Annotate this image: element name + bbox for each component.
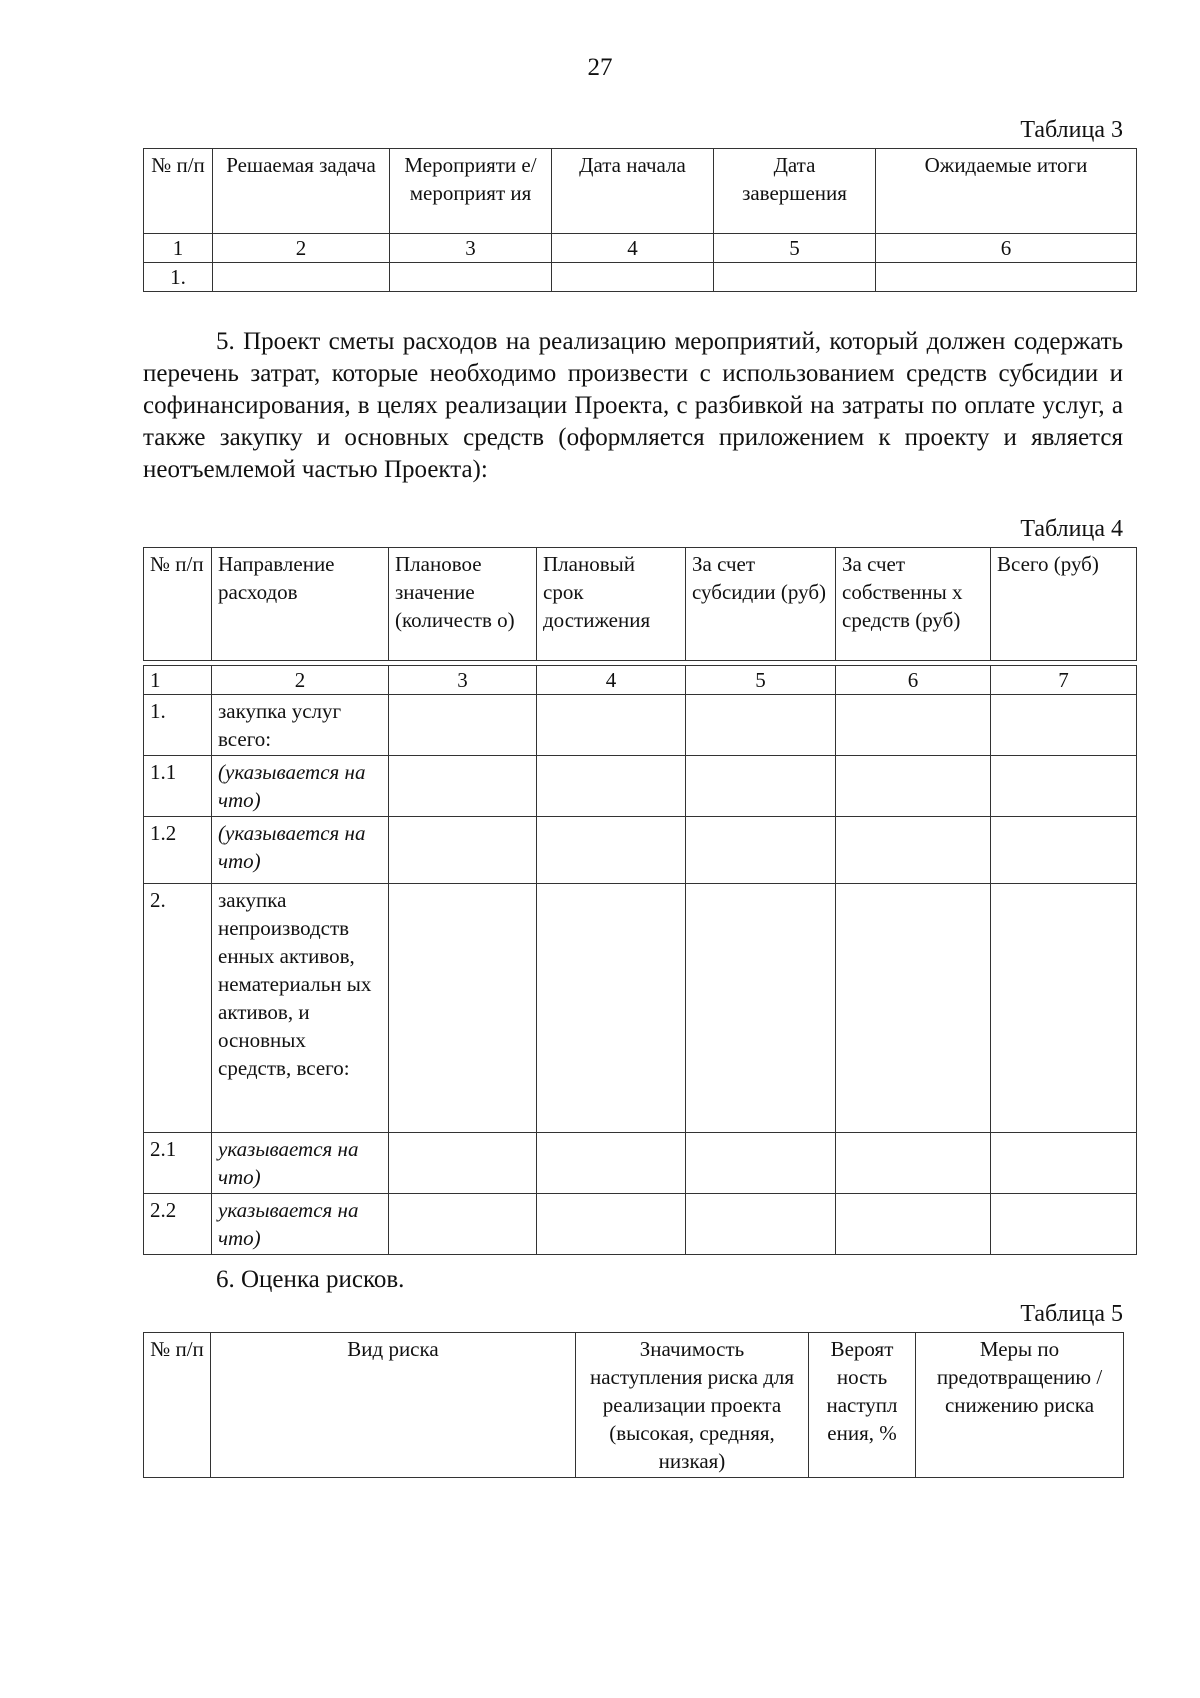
table4-cell — [991, 817, 1137, 884]
table4-row — [144, 1194, 1137, 1255]
table4-row-num: 2.2 — [144, 1194, 212, 1255]
table4-row-name: закупка услуг всего: — [212, 695, 389, 756]
table4-cell — [537, 1133, 686, 1194]
table4-cell — [991, 1194, 1137, 1255]
table3-col-number: 3 — [390, 234, 552, 263]
table5-header: № п/п — [144, 1333, 211, 1478]
table4-cell — [389, 1194, 537, 1255]
table4-cell — [686, 817, 836, 884]
table4-cell — [991, 1133, 1137, 1194]
table4-header-row — [144, 548, 1137, 661]
table4-col-number: 5 — [686, 666, 836, 695]
table4-col-number: 6 — [836, 666, 991, 695]
table4-col-number: 3 — [389, 666, 537, 695]
table4-header: Направление расходов — [212, 548, 389, 661]
table4-col-number: 7 — [991, 666, 1137, 695]
table4-row-name: (указывается на что) — [212, 817, 389, 884]
table3-cell — [876, 263, 1137, 292]
table5-header: Вероят ность наступл ения, % — [809, 1333, 916, 1478]
table4-header: За счет собственны х средств (руб) — [836, 548, 991, 661]
table3-header: Ожидаемые итоги — [876, 149, 1137, 234]
table4-cell — [537, 695, 686, 756]
table4-cell — [686, 756, 836, 817]
table4-cell — [537, 1194, 686, 1255]
table4-cell — [836, 1194, 991, 1255]
table4-header: Плановый срок достижения — [537, 548, 686, 661]
table5-header: Значимость наступления риска для реализации проекта (высокая, средняя, низкая) — [576, 1333, 809, 1478]
table3-cell — [213, 263, 390, 292]
table4-cell — [686, 1194, 836, 1255]
table4-cell — [991, 756, 1137, 817]
table3-header: Решаемая задача — [213, 149, 390, 234]
table4-cell — [836, 695, 991, 756]
table4-row-num: 2. — [144, 884, 212, 1133]
table3-row — [144, 263, 1137, 292]
page-number: 27 — [587, 54, 613, 81]
table4-row — [144, 817, 1137, 884]
table4-row — [144, 884, 1137, 1133]
table4-cell — [537, 756, 686, 817]
table3-caption: Таблица 3 — [1020, 117, 1123, 143]
table3-col-number: 5 — [714, 234, 876, 263]
table3-cell: 1. — [144, 263, 213, 292]
table3-header: Дата начала — [552, 149, 714, 234]
table4-cell — [537, 884, 686, 1133]
table4-cell — [389, 756, 537, 817]
table4-cell — [389, 695, 537, 756]
table3-header: Дата завершения — [714, 149, 876, 234]
table4-col-number: 1 — [144, 666, 212, 695]
table4-header: За счет субсидии (руб) — [686, 548, 836, 661]
table3-number-row — [144, 234, 1137, 263]
table4-header: Всего (руб) — [991, 548, 1137, 661]
table4-cell — [686, 884, 836, 1133]
table4-row-name: указывается на что) — [212, 1133, 389, 1194]
table4-header: № п/п — [144, 548, 212, 661]
table4-cell — [836, 817, 991, 884]
table4-row-num: 1. — [144, 695, 212, 756]
table5-header: Вид риска — [211, 1333, 576, 1478]
table4-col-number: 2 — [212, 666, 389, 695]
table5-header: Меры по предотвращению /снижению риска — [916, 1333, 1124, 1478]
table4 — [143, 547, 1137, 1255]
table5-caption: Таблица 5 — [1020, 1301, 1123, 1327]
table4-cell — [537, 817, 686, 884]
table4-cell — [836, 756, 991, 817]
table3-header: Мероприяти е/мероприят ия — [390, 149, 552, 234]
table4-caption: Таблица 4 — [1020, 516, 1123, 542]
table4-cell — [389, 1133, 537, 1194]
table4-row — [144, 756, 1137, 817]
table4-row — [144, 695, 1137, 756]
table3-col-number: 4 — [552, 234, 714, 263]
table3-header-row — [144, 149, 1137, 234]
section5-paragraph: 5. Проект сметы расходов на реализацию мероприятий, который должен содержать перечень затрат, которые необходимо произвести с использованием средств субсидии и софинансирования, в целях реализации Проекта, с разбивкой на затраты по оплате услуг, а также закупку и основных средств (оформляется приложением к проекту и является неотъемлемой частью Проекта): — [143, 328, 1123, 483]
table4-row-name: закупка непроизводств енных активов, нематериальн ых активов, и основных средств, всего: — [212, 884, 389, 1133]
table3-cell — [390, 263, 552, 292]
table3 — [143, 148, 1137, 292]
table3-header: № п/п — [144, 149, 213, 234]
table4-cell — [686, 1133, 836, 1194]
table4-cell — [389, 817, 537, 884]
table4-cell — [836, 884, 991, 1133]
table5-header-row — [144, 1333, 1124, 1478]
table4-cell — [389, 884, 537, 1133]
table4-header: Плановое значение (количеств о) — [389, 548, 537, 661]
table4-row-name: (указывается на что) — [212, 756, 389, 817]
table3-col-number: 1 — [144, 234, 213, 263]
table3-cell — [552, 263, 714, 292]
table4-row-name: указывается на что) — [212, 1194, 389, 1255]
table5 — [143, 1332, 1124, 1478]
table4-row-num: 2.1 — [144, 1133, 212, 1194]
table4-cell — [991, 695, 1137, 756]
table4-row-num: 1.1 — [144, 756, 212, 817]
table4-cell — [991, 884, 1137, 1133]
table3-col-number: 6 — [876, 234, 1137, 263]
table4-row-num: 1.2 — [144, 817, 212, 884]
table4-cell — [686, 695, 836, 756]
section6-heading: 6. Оценка рисков. — [216, 1266, 405, 1293]
table4-col-number: 4 — [537, 666, 686, 695]
table3-col-number: 2 — [213, 234, 390, 263]
table4-row — [144, 1133, 1137, 1194]
table3-cell — [714, 263, 876, 292]
table4-number-row — [144, 666, 1137, 695]
table4-cell — [836, 1133, 991, 1194]
